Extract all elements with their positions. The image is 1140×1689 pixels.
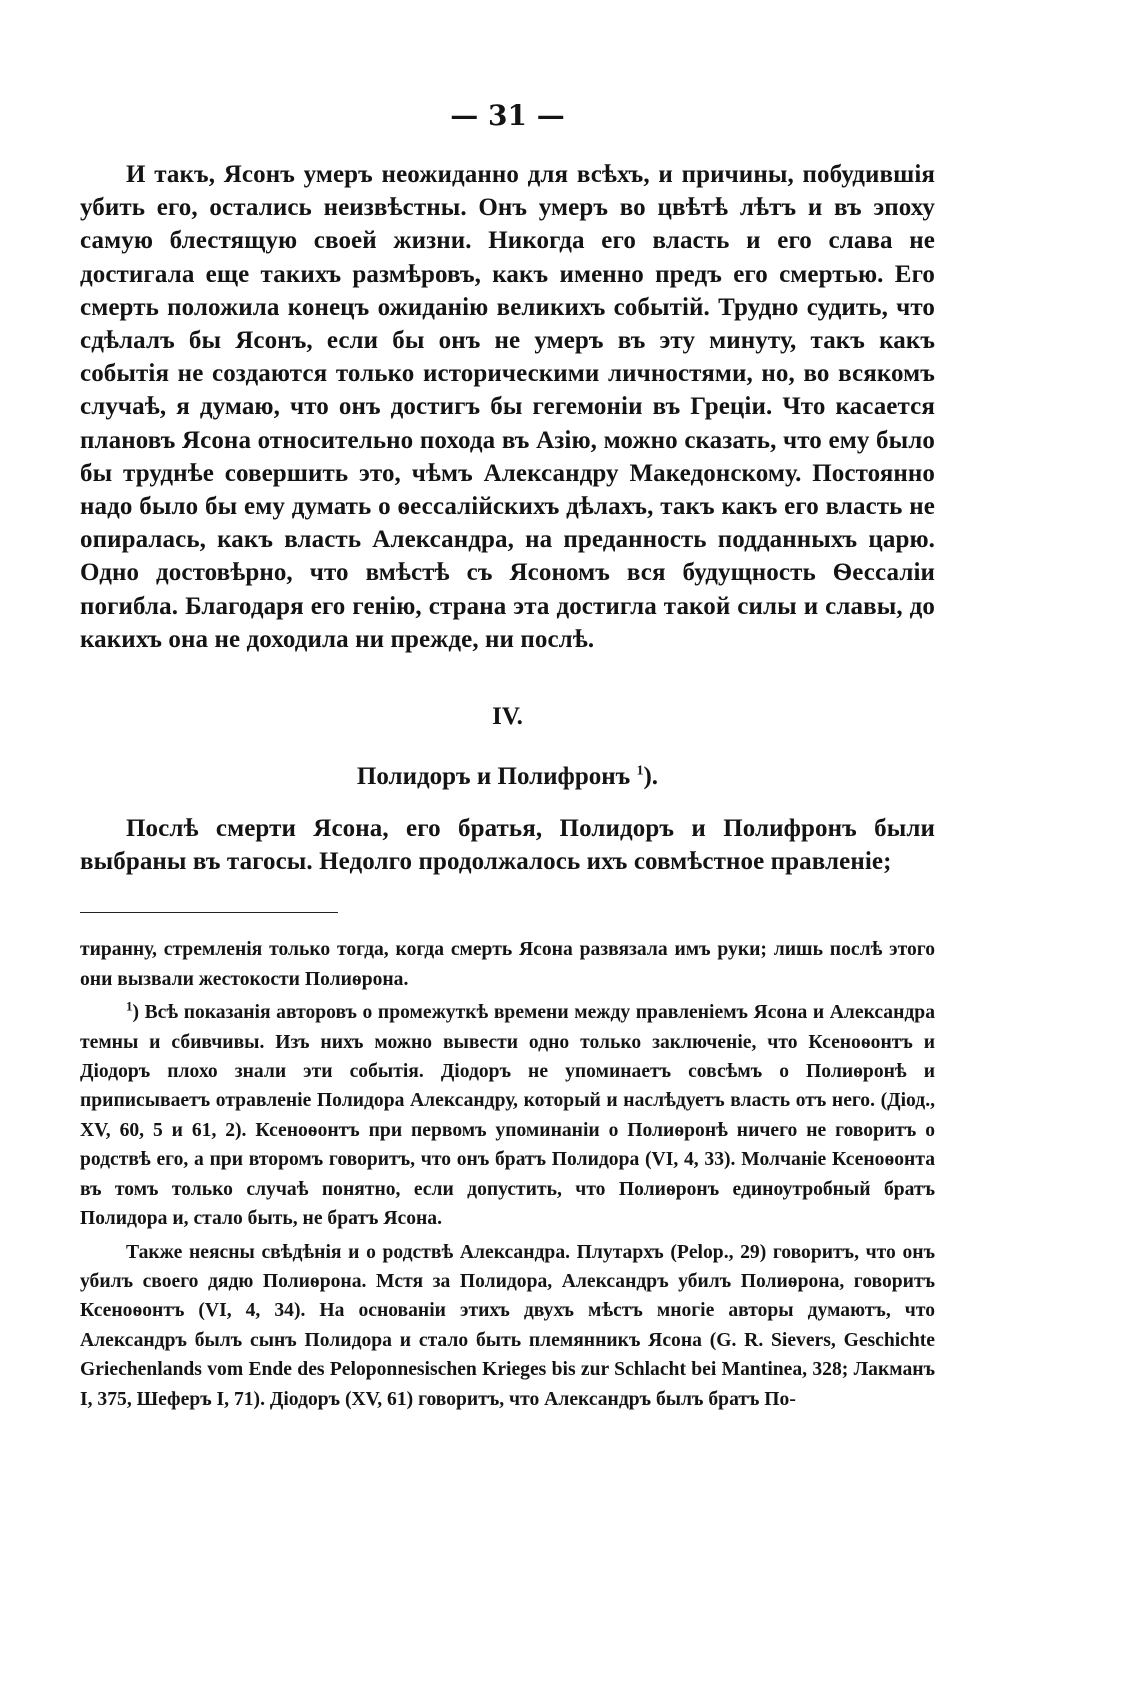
paragraph-jason-death: И такъ, Ясонъ умеръ неожиданно для всѣхъ, и причины, побудившія убить его, остались неизвѣстны. Онъ умеръ во цвѣтѣ лѣтъ и въ эпоху самую блестящую своей жизни. Никогда его власть и его слава не достигала еще такихъ размѣровъ, какъ именно предъ его смертью. Его смерть положила конецъ ожиданію великихъ событій. Трудно судить, что сдѣлалъ бы Ясонъ, если бы онъ не умеръ въ эту минуту, такъ какъ событія не создаются только историческими личностями, но, во всякомъ случаѣ, я думаю, что онъ достигъ бы гегемоніи въ Греціи. Что касается плановъ Ясона относительно похода въ Азію, можно сказать, что ему было бы труднѣе совершить это, чѣмъ Александру Македонскому. Постоянно надо было бы ему думать о ѳессалійскихъ дѣлахъ, такъ какъ его власть не опиралась, какъ власть Александра, на преданность подданныхъ царю. Одно достовѣрно, что вмѣстѣ съ Ясономъ вся будущность Ѳессаліи погибла. Благодаря его генію, страна эта достигла такой силы и славы, до какихъ она не доходила ни прежде, ни послѣ. bbox=[80, 161, 935, 653]
section-numeral: IV. bbox=[492, 703, 523, 731]
footnote-divider bbox=[80, 912, 338, 913]
book-page bbox=[80, 96, 935, 1414]
section-title-text: Полидоръ и Полифронъ bbox=[356, 763, 631, 791]
footnote-1-mark: 1 bbox=[126, 998, 133, 1014]
footnote-1 bbox=[80, 998, 935, 1233]
paragraph-polydorus: Послѣ смерти Ясона, его братья, Полидоръ и Полифронъ были выбраны въ тагосы. Недолго продолжалось ихъ совмѣстное правленіе; bbox=[80, 815, 935, 876]
section-title-close: ). bbox=[643, 763, 659, 791]
footnote-reference: 1 bbox=[636, 763, 644, 779]
footnote-1-continued: Также неясны свѣдѣнія и о родствѣ Александра. Плутархъ (Pelop., 29) говоритъ, что онъ убилъ своего дядю Полиѳрона. Мстя за Полидора, Александръ убилъ Полиѳрона, говоритъ Ксеноѳонтъ (VI, 4, 34). На основаніи этихъ двухъ мѣстъ многіе авторы думаютъ, что Александръ былъ сынъ Полидора и стало быть племянникъ Ясона (G. R. Sievers, Geschichte Griechenlands vom Ende des Peloponnesischen Krieges bis zur Schlacht bei Mantinea, 328; Лакманъ I, 375, Шеферъ I, 71). Діодоръ (XV, 61) говоритъ, что Александръ былъ братъ По- bbox=[80, 1241, 935, 1410]
page-number: — 31 — bbox=[450, 99, 565, 132]
section-title bbox=[80, 760, 935, 794]
footnote-continuation: тиранну, стремленія только тогда, когда смерть Ясона развязала имъ руки; лишь послѣ этого они вызвали жестокости Полиѳрона. bbox=[80, 939, 935, 990]
footnote-1-text: ) Всѣ показанія авторовъ о промежуткѣ времени между правленіемъ Ясона и Александра темны и сбивчивы. Изъ нихъ можно вывести одно только заключеніе, что Ксеноѳонтъ и Діодоръ плохо знали эти событія. Діодоръ не упоминаетъ совсѣмъ о Полиѳронѣ и приписываетъ отравленіе Полидора Александру, который и наслѣдуетъ власть отъ него. (Діод., XV, 60, 5 и 61, 2). Ксеноѳонтъ при первомъ упоминаніи о Полиѳронѣ ничего не говоритъ о родствѣ его, а при второмъ говоритъ, что онъ братъ Полидора (VI, 4, 33). Молчаніе Ксеноѳонта въ томъ только случаѣ понятно, если допустить, что Полиѳронъ единоутробный братъ Полидора и, стало быть, не братъ Ясона. bbox=[80, 1002, 935, 1230]
